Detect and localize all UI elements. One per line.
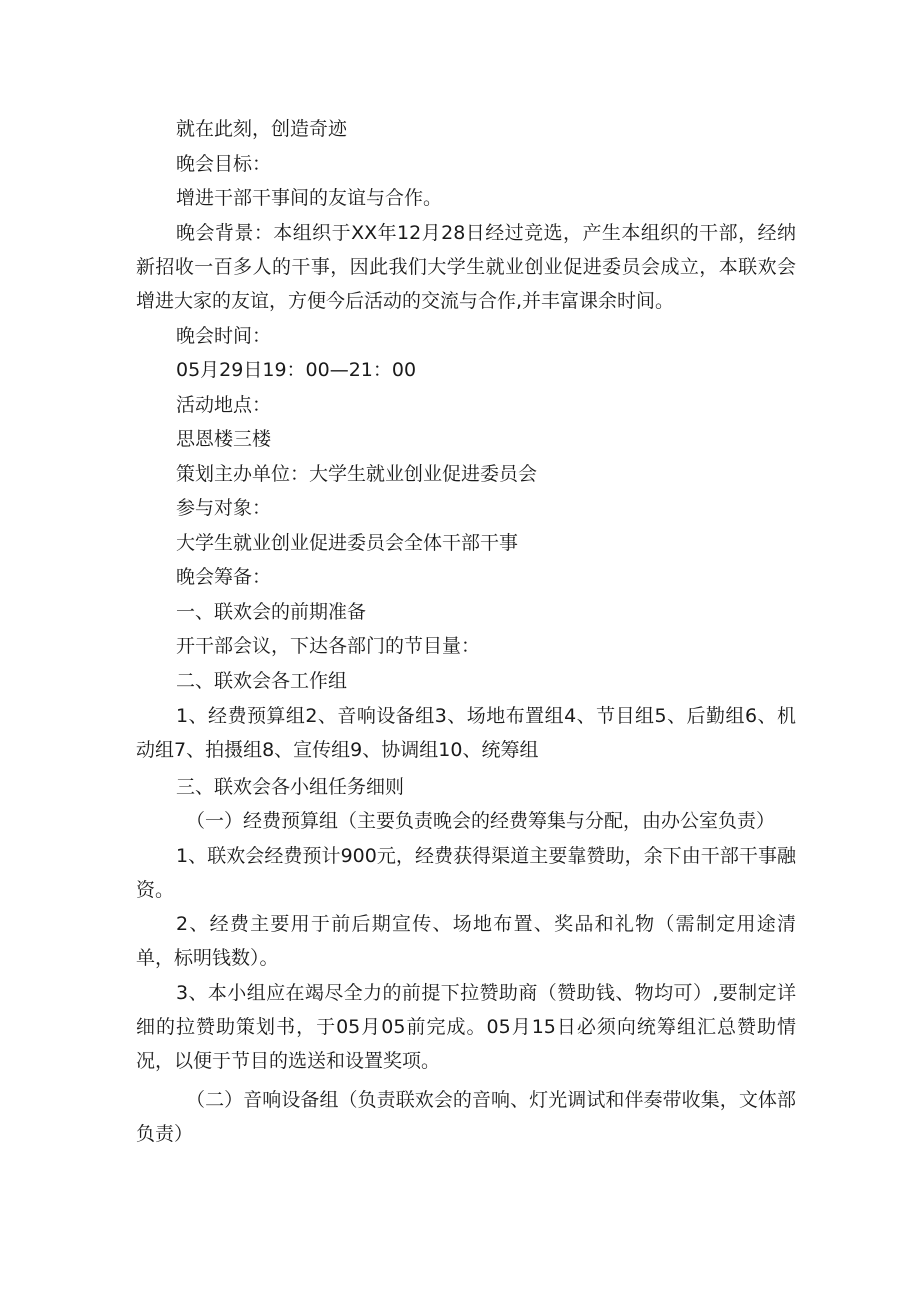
section-one-heading: 一、联欢会的前期准备: [176, 601, 367, 623]
goal-heading: 晚会目标：: [176, 153, 272, 175]
groups-paragraph: 1、经费预算组2、音响设备组3、场地布置组4、节目组5、后勤组6、机动组7、拍摄组8、宣传组9、协调组10、统筹组: [136, 705, 796, 761]
section-three-heading: 三、联欢会各小组任务细则: [176, 776, 405, 798]
time-heading: 晚会时间：: [176, 325, 272, 347]
budget-item-3: 3、本小组应在竭尽全力的前提下拉赞助商（赞助钱、物均可）,要制定详细的拉赞助策划书，于05月05前完成。05月15日必须向统筹组汇总赞助情况，以便于节目的选送和设置奖项。: [136, 982, 796, 1072]
participants-heading: 参与对象：: [176, 497, 272, 519]
preparation-heading: 晚会筹备：: [176, 566, 272, 588]
budget-item-2: 2、经费主要用于前后期宣传、场地布置、奖品和礼物（需制定用途清单，标明钱数）。: [136, 913, 796, 969]
budget-item-1: 1、联欢会经费预计900元，经费获得渠道主要靠赞助，余下由干部干事融资。: [136, 845, 796, 901]
goal-text: 增进干部干事间的友谊与合作。: [176, 187, 443, 209]
budget-group-heading: （一）经费预算组（主要负责晚会的经费筹集与分配，由办公室负责）: [186, 810, 776, 832]
time-value: 05月29日19：00—21：00: [176, 359, 417, 381]
participants-value: 大学生就业创业促进委员会全体干部干事: [176, 532, 519, 554]
meeting-line: 开干部会议，下达各部门的节目量：: [176, 635, 481, 657]
slogan-line: 就在此刻，创造奇迹: [176, 118, 348, 140]
section-two-heading: 二、联欢会各工作组: [176, 670, 348, 692]
location-value: 思恩楼三楼: [176, 428, 272, 450]
location-heading: 活动地点：: [176, 394, 272, 416]
organizer-line: 策划主办单位：大学生就业创业促进委员会: [176, 463, 538, 485]
audio-group-paragraph: （二）音响设备组（负责联欢会的音响、灯光调试和伴奏带收集，文体部负责）: [136, 1089, 796, 1145]
background-paragraph: 晚会背景：本组织于XX年12月28日经过竞选，产生本组织的干部，经纳新招收一百多人的干事，因此我们大学生就业创业促进委员会成立，本联欢会增进大家的友谊，方便今后活动的交流与合作,并丰富课余时间。: [136, 222, 796, 312]
